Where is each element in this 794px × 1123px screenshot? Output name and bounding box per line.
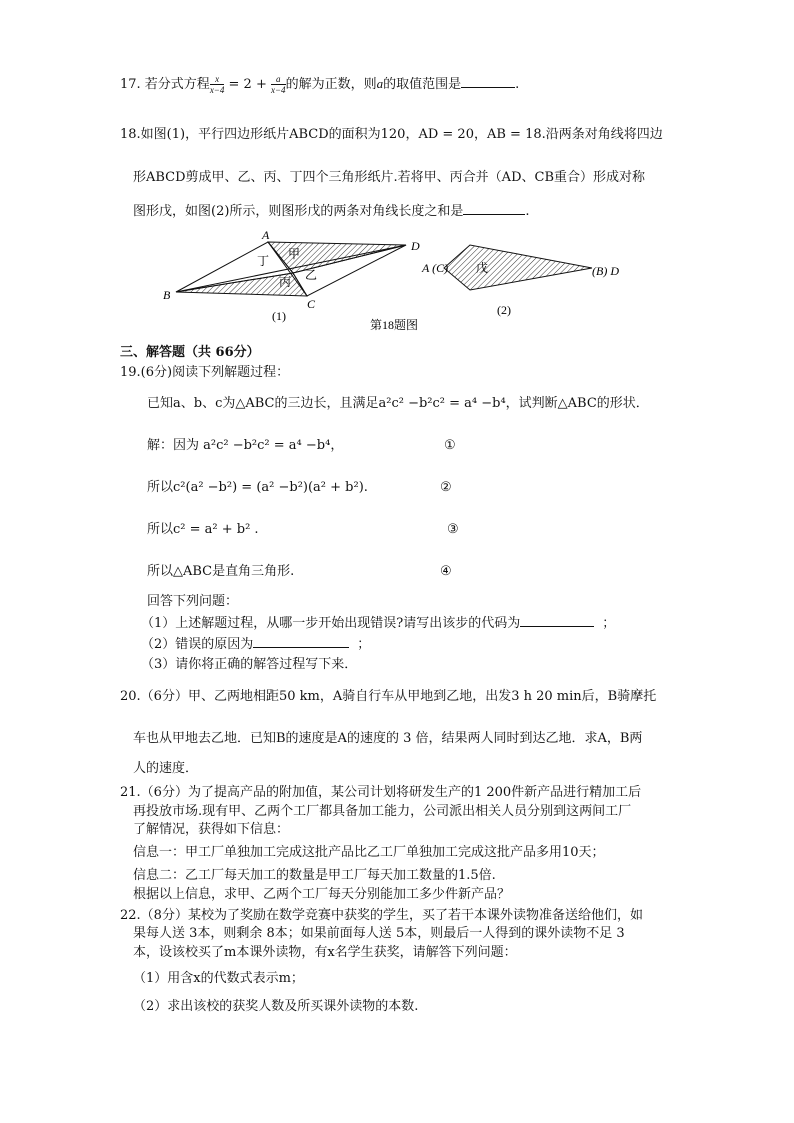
q21-line2: 再投放市场.现有甲、乙两个工厂都具备加工能力，公司派出相关人员分别到这两间工厂 bbox=[133, 804, 632, 819]
caption-1: (1) bbox=[272, 309, 286, 323]
q20-line3: 人的速度． bbox=[133, 761, 199, 776]
figure-18 bbox=[0, 228, 794, 338]
q17-mid: = 2 + bbox=[224, 77, 271, 92]
q19-ask: 回答下列问题： bbox=[147, 594, 239, 609]
q21-info2: 信息二：乙工厂每天加工的数量是甲工厂每天加工数量的1.5倍. bbox=[133, 868, 496, 883]
q18-line3-wrap bbox=[133, 202, 530, 221]
q19-given: 已知a、b、c为△ABC的三边长，且满足a²c² −b²c² = a⁴ −b⁴，试判断△ABC的形状． bbox=[147, 396, 649, 411]
q17-answer-blank[interactable] bbox=[461, 75, 515, 88]
q19-a2-wrap bbox=[141, 635, 370, 654]
q19-a2-blank[interactable] bbox=[253, 635, 349, 648]
q19-a1-end: ； bbox=[602, 616, 616, 631]
q20-line1: 20.（6分）甲、乙两地相距50 km，A骑自行车从甲地到乙地，出发3 h 20 min后，B骑摩托 bbox=[120, 689, 657, 704]
label-ding: 丁 bbox=[257, 254, 270, 268]
label-a: A bbox=[262, 228, 270, 242]
q18-line3: 图形戊，如图(2)所示，则图形戊的两条对角线长度之和是 bbox=[133, 204, 464, 219]
q20-line2: 车也从甲地去乙地．已知B的速度是A的速度的 3 倍，结果两人同时到达乙地．求A，B两 bbox=[133, 731, 643, 746]
q19-a1-blank[interactable] bbox=[520, 614, 594, 627]
label-bd: (B) D bbox=[592, 264, 619, 278]
q22-line1: 22.（8分）某校为了奖励在数学竞赛中获奖的学生，买了若干本课外读物准备送给他们，如 bbox=[120, 908, 643, 923]
q17-end: . bbox=[515, 77, 520, 92]
q21-line3: 了解情况，获得如下信息： bbox=[133, 822, 290, 837]
label-ac: A (C) bbox=[422, 261, 449, 275]
section-heading: 三、解答题（共 66分） bbox=[120, 345, 260, 360]
label-wu: 戊 bbox=[476, 261, 489, 275]
label-b: B bbox=[163, 288, 171, 302]
q18-line1: 18.如图(1)，平行四边形纸片ABCD的面积为120，AD = 20，AB = 18.沿两条对角线将四边 bbox=[120, 127, 663, 142]
q22-part1: （1）用含x的代数式表示m； bbox=[133, 971, 304, 986]
figure-caption: 第18题图 bbox=[370, 318, 419, 332]
q19-step2-num: ② bbox=[440, 480, 452, 495]
shape-wu bbox=[444, 245, 592, 290]
q19-step3: 所以c² = a² + b² . bbox=[147, 522, 259, 537]
label-d: D bbox=[411, 239, 420, 253]
q22-line2: 果每人送 3本，则剩余 8本；如果前面每人送 5本，则最后一人得到的课外读物不足 3 bbox=[133, 926, 625, 941]
q19-step1: 解：因为 a²c² −b²c² = a⁴ −b⁴， bbox=[147, 438, 344, 453]
q21-line4: 根据以上信息，求甲、乙两个工厂每天分别能加工多少件新产品？ bbox=[133, 887, 511, 902]
q17-frac2 bbox=[271, 74, 286, 95]
q19-step2: 所以c²(a² −b²) = (a² −b²)(a² + b²). bbox=[147, 480, 368, 495]
q17-prefix: 17. 若分式方程 bbox=[120, 77, 210, 92]
q19-step1-num: ① bbox=[444, 438, 456, 453]
q22-part2: （2）求出该校的获奖人数及所买课外读物的本数. bbox=[133, 999, 419, 1014]
q17-suffix: 的解为正数，则 bbox=[285, 77, 377, 92]
label-jia: 甲 bbox=[288, 247, 301, 261]
q17-frac1-den: x−4 bbox=[209, 85, 225, 95]
label-yi: 乙 bbox=[305, 268, 318, 282]
label-c: C bbox=[307, 297, 316, 311]
q19-a1: （1）上述解题过程，从哪一步开始出现错误?请写出该步的代码为 bbox=[141, 616, 521, 631]
q19-head: 19.(6分)阅读下列解题过程： bbox=[120, 365, 290, 380]
q19-a2-end: ； bbox=[357, 637, 371, 652]
q19-step3-num: ③ bbox=[447, 522, 459, 537]
q19-a1-wrap bbox=[141, 614, 615, 633]
q17-frac1-num: x bbox=[210, 74, 225, 85]
q17-frac1 bbox=[210, 74, 225, 95]
q17-suffix2: 的取值范围是 bbox=[383, 77, 462, 92]
q17-var: a bbox=[376, 76, 384, 91]
q21-line1: 21.（6分）为了提高产品的附加值，某公司计划将研发生产的1 200件新产品进行精加工后 bbox=[120, 785, 642, 800]
q19-a3: （3）请你将正确的解答过程写下来． bbox=[141, 657, 358, 672]
q17-line bbox=[120, 74, 519, 95]
q18-line2: 形ABCD剪成甲、乙、丙、丁四个三角形纸片.若将甲、丙合并（AD、CB重合）形成对称 bbox=[133, 170, 645, 185]
caption-2: (2) bbox=[497, 303, 511, 317]
q19-a2: （2）错误的原因为 bbox=[141, 637, 254, 652]
q19-step4-num: ④ bbox=[440, 564, 452, 579]
label-bing: 丙 bbox=[279, 275, 292, 289]
q19-step4: 所以△ABC是直角三角形. bbox=[147, 564, 295, 579]
q21-info1: 信息一：甲工厂单独加工完成这批产品比乙工厂单独加工完成这批产品多用10天； bbox=[133, 845, 605, 860]
q18-answer-blank[interactable] bbox=[463, 202, 525, 215]
q18-line3-end: . bbox=[525, 204, 530, 219]
q17-frac2-num: a bbox=[271, 74, 286, 85]
q17-frac2-den: x−4 bbox=[270, 85, 286, 95]
q22-line3: 本，设该校买了m本课外读物，有x名学生获奖，请解答下列问题： bbox=[133, 945, 517, 960]
